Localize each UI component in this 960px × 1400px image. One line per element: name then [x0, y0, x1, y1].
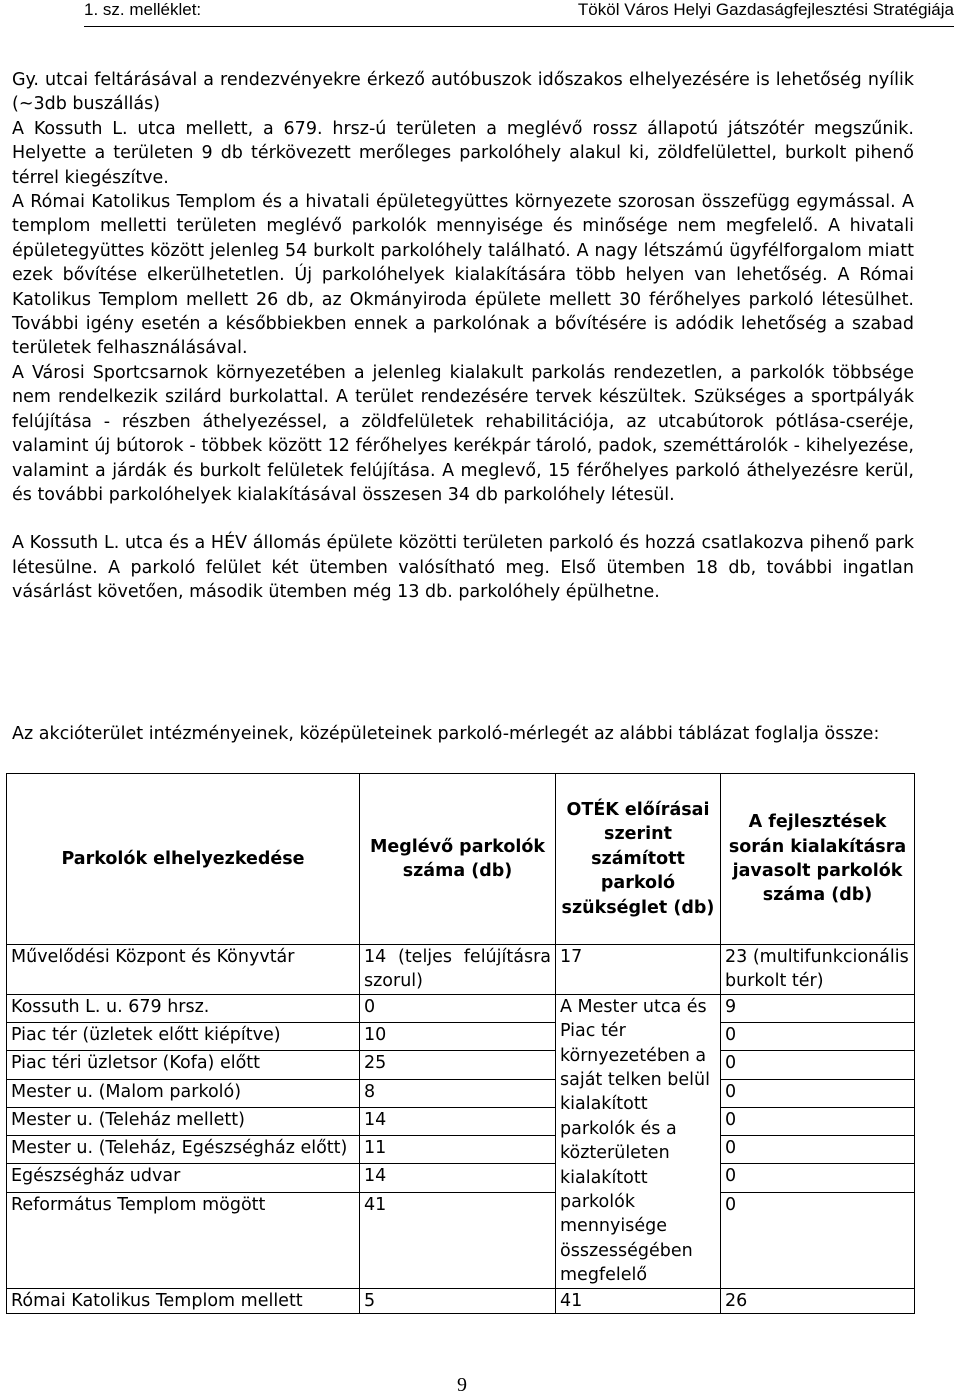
- header-document-title: Tököl Város Helyi Gazdaságfejlesztési Stratégiája: [577, 0, 954, 19]
- table-intro: Az akcióterület intézményeinek, középületeinek parkoló-mérlegét az alábbi táblázat foglalja össze:: [12, 724, 880, 744]
- cell-required: 17: [556, 945, 721, 995]
- cell-proposed: 9: [721, 994, 915, 1022]
- page-header: [84, 0, 954, 27]
- header-required: OTÉK előírásai szerint számított parkoló szükséglet (db): [556, 774, 721, 945]
- cell-existing: 5: [360, 1288, 556, 1313]
- header-existing: Meglévő parkolók száma (db): [360, 774, 556, 945]
- table-row: [7, 994, 915, 1022]
- cell-required: 41: [556, 1288, 721, 1313]
- header-proposed: A fejlesztések során kialakításra javasolt parkolók száma (db): [721, 774, 915, 945]
- table-row: [7, 1136, 915, 1164]
- cell-proposed: 0: [721, 1136, 915, 1164]
- table-row: [7, 1051, 915, 1079]
- paragraph: A Római Katolikus Templom és a hivatali épületegyüttes környezete szorosan összefügg egymással. A templom melletti területen meglévő parkolók mennyisége és minősége nem megfelelő. A hivatali épületegyüttes között jelenleg 54 burkolt parkolóhely található. A nagy létszámú ügyfélforgalom miatt ezek bővítése elkerülhetetlen. Új parkolóhelyek kialakítására több helyen van lehetőség. A Római Katolikus Templom mellett 26 db, az Okmányiroda épülete mellett 30 férőhelyes parkoló létesülhet. További igény esetén a későbbiekben ennek a parkolónak a bővítésére is adódik lehetőség a szabad területek felhasználásával.: [12, 192, 914, 359]
- header-annex-label: 1. sz. melléklet:: [84, 0, 202, 19]
- cell-existing: 14: [360, 1107, 556, 1135]
- header-location: Parkolók elhelyezkedése: [7, 774, 360, 945]
- page-number: 9: [457, 1374, 467, 1396]
- cell-existing: 14 (teljes felújításra szorul): [360, 945, 556, 995]
- paragraph: A Városi Sportcsarnok környezetében a jelenleg kialakult parkolás rendezetlen, a parkolók többsége nem rendelkezik szilárd burkolattal. A terület rendezésére tervek készültek. Szükséges a sportpályák felújítása - részben áthelyezéssel, a zöldfelületek rehabilitációja, az utcabútorok pótlása-cseréje, valamint új bútorok - többek között 12 férőhelyes kerékpár tároló, padok, szeméttárolók - kihelyezése, valamint a járdák és burkolt felületek felújítása. A meglevő, 15 férőhelyes parkoló áthelyezésre kerül, és további parkolóhelyek kialakításával összesen 34 db parkolóhely létesül.: [12, 362, 914, 505]
- cell-location: Mester u. (Teleház, Egészségház előtt): [7, 1136, 360, 1164]
- cell-location: Piac téri üzletsor (Kofa) előtt: [7, 1051, 360, 1079]
- cell-location: Római Katolikus Templom mellett: [7, 1288, 360, 1313]
- cell-proposed: 26: [721, 1288, 915, 1313]
- cell-proposed: 0: [721, 1107, 915, 1135]
- table-row: [7, 1164, 915, 1192]
- cell-proposed: 23 (multifunkcionális burkolt tér): [721, 945, 915, 995]
- cell-proposed: 0: [721, 1192, 915, 1288]
- cell-location: Egészségház udvar: [7, 1164, 360, 1192]
- cell-existing: 10: [360, 1023, 556, 1051]
- paragraph: A Kossuth L. utca mellett, a 679. hrsz-ú területen a meglévő rossz állapotú játszótér megszűnik. Helyette a területen 9 db térkövezett merőleges parkolóhely alakul ki, zöldfelülettel, burkolt pihenő térrel kiegészítve.: [12, 118, 914, 188]
- body-text: [12, 68, 914, 605]
- table-row: [7, 1023, 915, 1051]
- cell-existing: 8: [360, 1079, 556, 1107]
- cell-existing: 11: [360, 1136, 556, 1164]
- table-row: [7, 945, 915, 995]
- table-row: [7, 1288, 915, 1313]
- paragraph: A Kossuth L. utca és a HÉV állomás épülete közötti területen parkoló és hozzá csatlakozva pihenő park létesülne. A parkoló felület két ütemben valósítható meg. Első ütemben 18 db, további ingatlan vásárlást követően, második ütemben még 13 db. parkolóhely épülhetne.: [12, 533, 914, 603]
- cell-proposed: 0: [721, 1079, 915, 1107]
- cell-proposed: 0: [721, 1051, 915, 1079]
- cell-location: Református Templom mögött: [7, 1192, 360, 1288]
- cell-location: Mester u. (Malom parkoló): [7, 1079, 360, 1107]
- cell-existing: 0: [360, 994, 556, 1022]
- cell-proposed: 0: [721, 1023, 915, 1051]
- parking-balance-table: [6, 773, 915, 1314]
- cell-existing: 41: [360, 1192, 556, 1288]
- cell-existing: 25: [360, 1051, 556, 1079]
- cell-location: Piac tér (üzletek előtt kiépítve): [7, 1023, 360, 1051]
- table-header-row: [7, 774, 915, 945]
- cell-proposed: 0: [721, 1164, 915, 1192]
- cell-existing: 14: [360, 1164, 556, 1192]
- cell-location: Mester u. (Teleház mellett): [7, 1107, 360, 1135]
- table-row: [7, 1079, 915, 1107]
- cell-location: Művelődési Központ és Könyvtár: [7, 945, 360, 995]
- cell-required-merged: A Mester utca és Piac tér környezetében a saját telken belül kialakított parkolók és a közterületen kialakított parkolók mennyisége összességében megfelelő: [556, 994, 721, 1288]
- cell-location: Kossuth L. u. 679 hrsz.: [7, 994, 360, 1022]
- table-row: [7, 1192, 915, 1288]
- table-row: [7, 1107, 915, 1135]
- paragraph: Gy. utcai feltárásával a rendezvényekre érkező autóbuszok időszakos elhelyezésére is lehetőség nyílik (~3db buszállás): [12, 70, 914, 115]
